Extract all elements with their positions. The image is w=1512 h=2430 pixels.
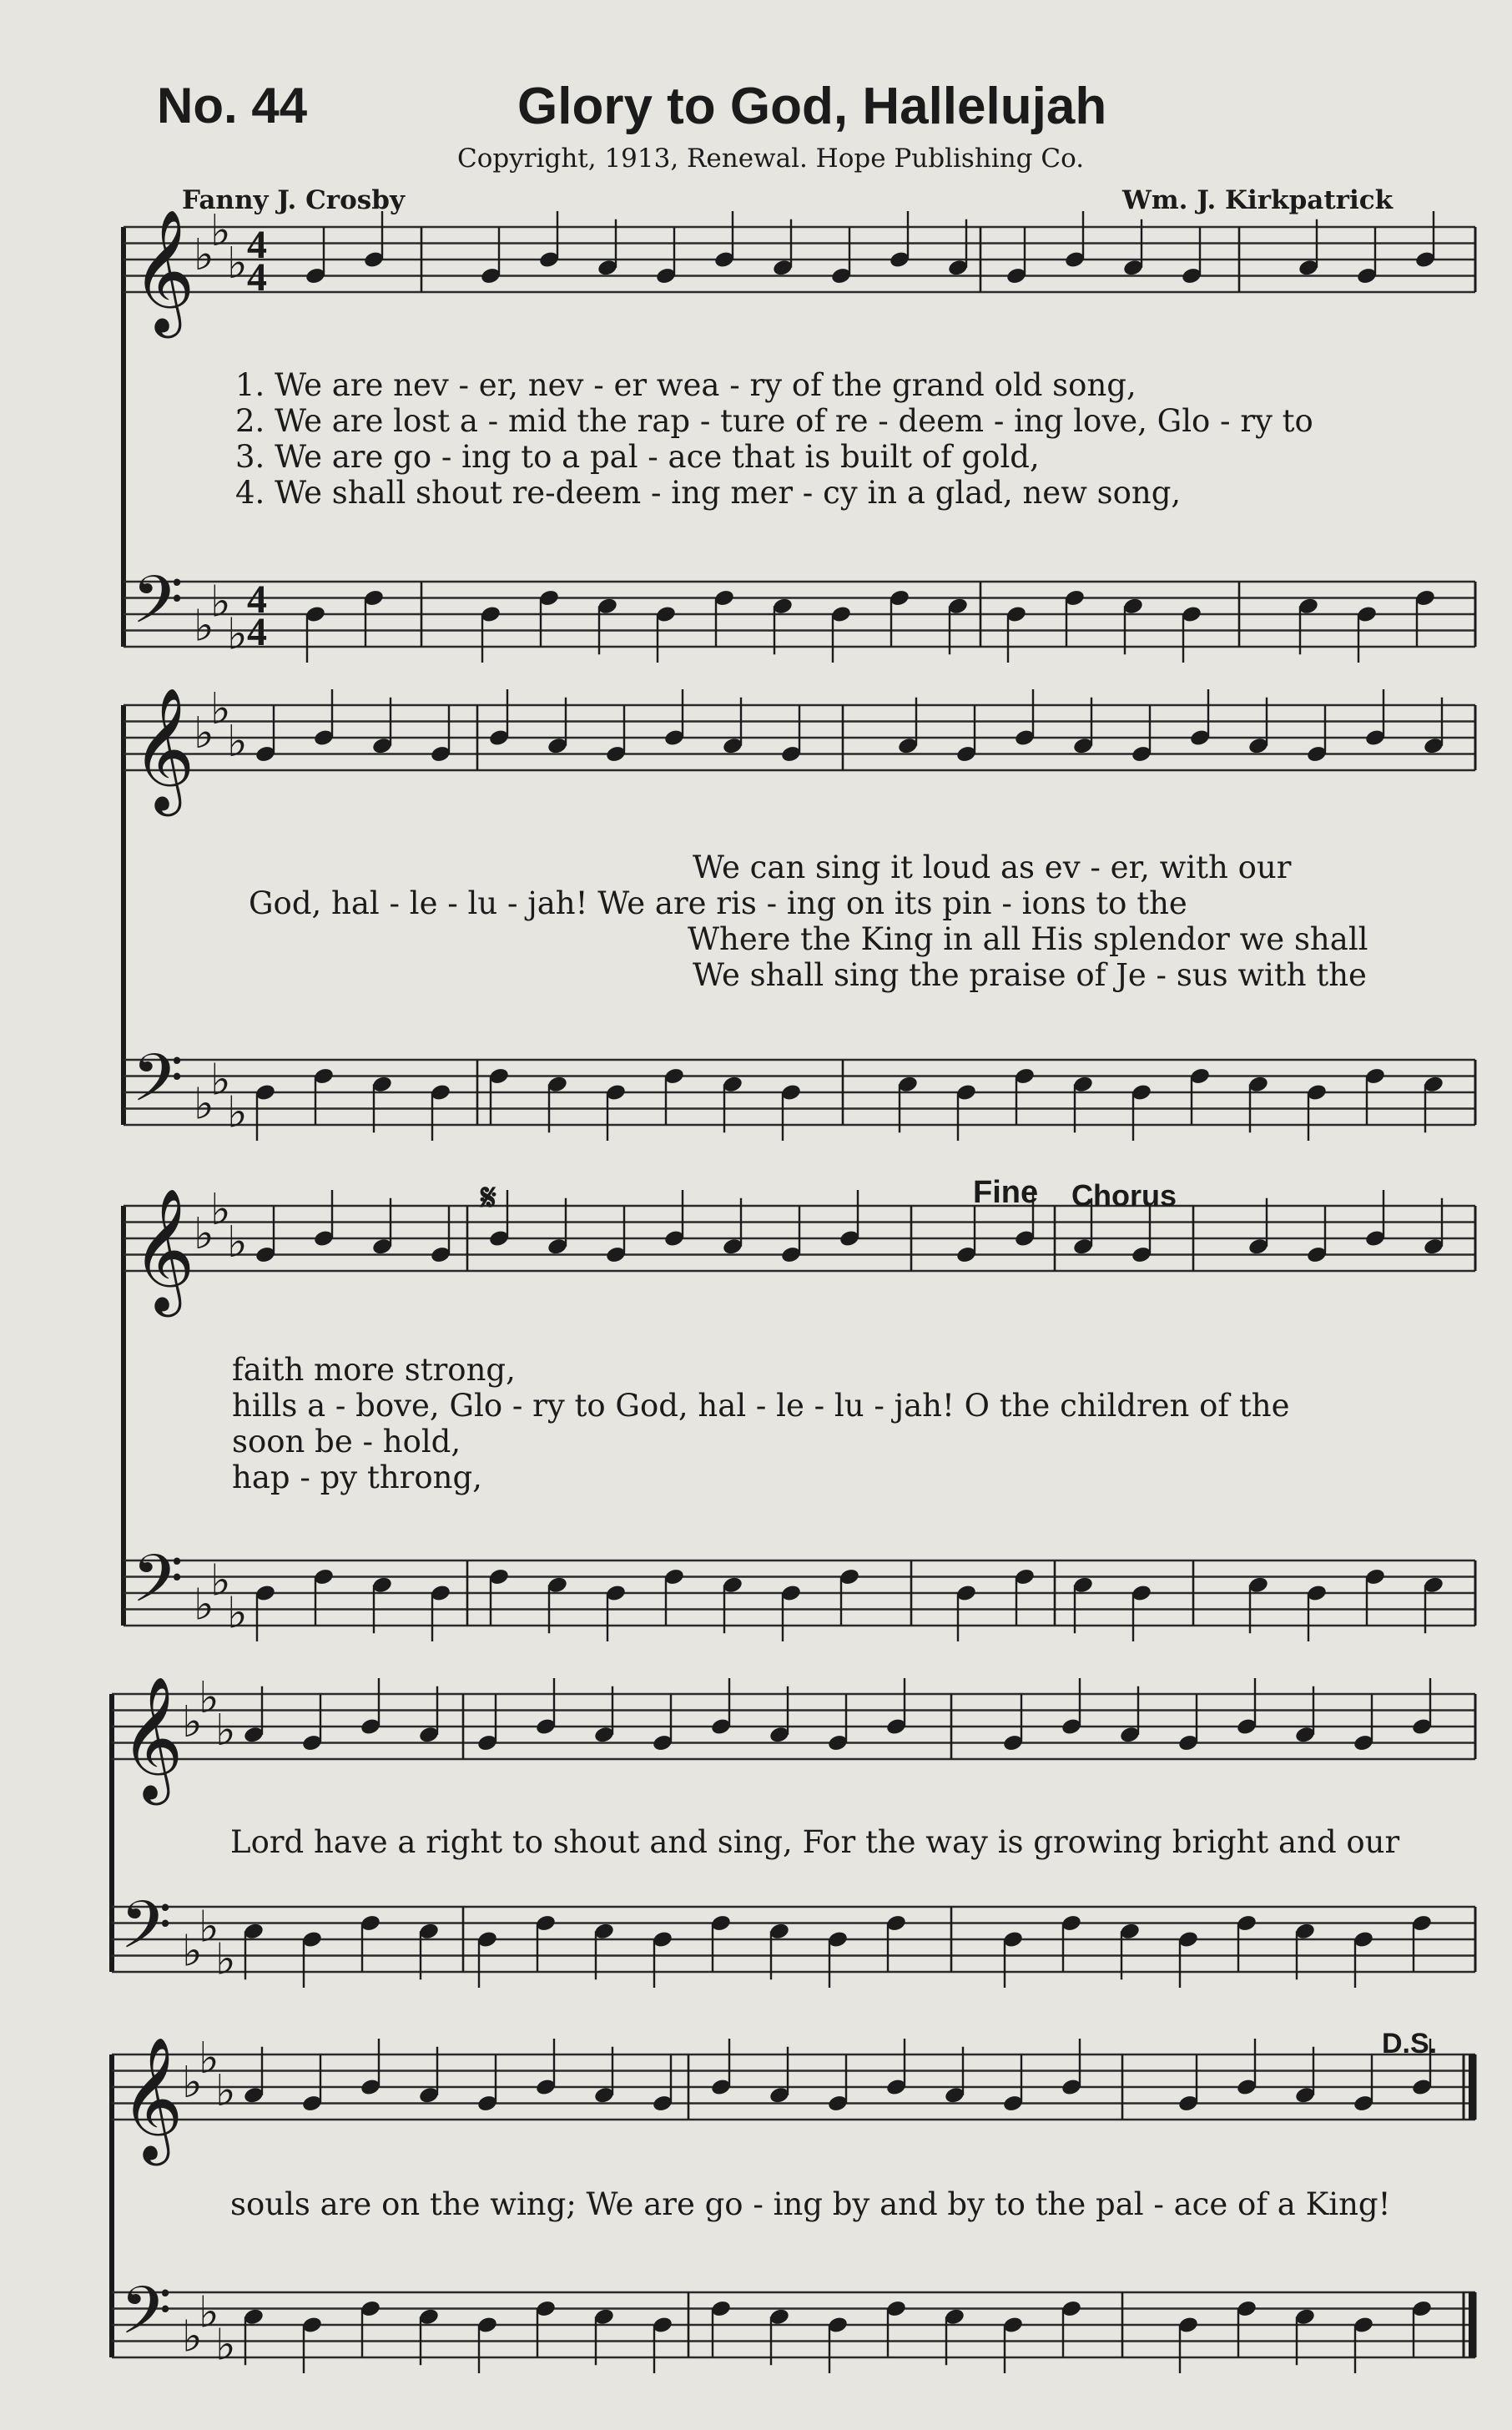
flat-sign: ♭ xyxy=(227,238,248,289)
flat-sign: ♭ xyxy=(210,683,231,734)
flat-sign: ♭ xyxy=(194,230,214,280)
flat-sign: ♭ xyxy=(182,2058,203,2108)
bass-clef: 𝄢 xyxy=(132,1540,184,1634)
flat-sign: ♭ xyxy=(194,1580,214,1631)
lyric-s3-verse1: faith more strong, xyxy=(232,1352,516,1388)
flat-sign: ♭ xyxy=(182,1926,203,1977)
lyric-s2-verse1: We can sing it loud as ev - er, with our xyxy=(693,849,1292,885)
lyric-s3-verse3: soon be - hold, xyxy=(232,1424,461,1460)
treble-clef: 𝄞 xyxy=(132,1187,195,1312)
final-barline-thick xyxy=(1469,2292,1476,2357)
hymn-number: No. 44 xyxy=(157,78,308,134)
lyric-s1-verse1: 1. We are nev - er, nev - er wea - ry of the grand old song, xyxy=(235,367,1137,403)
flat-sign: ♭ xyxy=(182,1697,203,1747)
fine-label: Fine xyxy=(973,1175,1039,1210)
lyric-s1-verse2: 2. We are lost a - mid the rap - ture of re - deem - ing love, Glo - ry to xyxy=(235,403,1313,439)
hymn-title: Glory to God, Hallelujah xyxy=(517,78,1107,135)
lyric-s2-verse4: We shall sing the praise of Je - sus with the xyxy=(693,957,1367,993)
lyric-s3-verse4: hap - py throng, xyxy=(232,1460,482,1495)
flat-sign: ♭ xyxy=(199,1672,219,1723)
copyright-notice: Copyright, 1913, Renewal. Hope Publishing Co. xyxy=(457,144,1085,174)
time-signature-top: 4 xyxy=(247,223,267,267)
flat-sign: ♭ xyxy=(210,1555,231,1606)
lyric-s4-line: Lord have a right to shout and sing, For the way is growing bright and our xyxy=(230,1824,1400,1860)
flat-sign: ♭ xyxy=(199,1902,219,1953)
lyric-s2-verse3: Where the King in all His splendor we shall xyxy=(688,921,1368,957)
treble-clef: 𝄞 xyxy=(120,2036,184,2160)
bass-clef: 𝄢 xyxy=(120,2271,172,2366)
time-signature-bottom: 4 xyxy=(247,255,267,300)
flat-sign: ♭ xyxy=(227,1588,248,1639)
flat-sign: ♭ xyxy=(227,1087,248,1138)
flat-sign: ♭ xyxy=(199,2033,219,2084)
treble-clef: 𝄞 xyxy=(120,1676,184,1800)
lyric-s3-verse2: hills a - bove, Glo - ry to God, hal - le - lu - jah! O the children of the xyxy=(232,1388,1290,1424)
bass-clef: 𝄢 xyxy=(132,1039,184,1133)
treble-clef: 𝄞 xyxy=(132,687,195,811)
flat-sign: ♭ xyxy=(227,1217,248,1268)
flat-sign: ♭ xyxy=(194,1079,214,1130)
lyric-s1-verse3: 3. We are go - ing to a pal - ace that is built of gold, xyxy=(235,439,1040,475)
flat-sign: ♭ xyxy=(227,609,248,660)
flat-sign: ♭ xyxy=(215,2320,236,2371)
segno-mark: 𝄋 xyxy=(481,1177,496,1219)
flat-sign: ♭ xyxy=(227,716,248,767)
lyric-s5-line: souls are on the wing; We are go - ing by and by to the pal - ace of a King! xyxy=(230,2186,1391,2222)
composer-credit: Wm. J. Kirkpatrick xyxy=(1122,185,1394,215)
chorus-label: Chorus xyxy=(1071,1178,1177,1212)
lyric-s2-verse2: God, hal - le - lu - jah! We are ris - ing on its pin - ions to the xyxy=(249,885,1187,921)
ds-label: D.S. xyxy=(1382,2028,1438,2059)
flat-sign: ♭ xyxy=(215,2065,236,2116)
flat-sign: ♭ xyxy=(210,1184,231,1235)
lyricist-credit: Fanny J. Crosby xyxy=(182,185,405,215)
flat-sign: ♭ xyxy=(199,2287,219,2338)
flat-sign: ♭ xyxy=(210,205,231,256)
flat-sign: ♭ xyxy=(215,1705,236,1756)
flat-sign: ♭ xyxy=(215,1934,236,1985)
flat-sign: ♭ xyxy=(210,1055,231,1106)
bass-clef: 𝄢 xyxy=(120,1886,172,1980)
flat-sign: ♭ xyxy=(182,2312,203,2362)
flat-sign: ♭ xyxy=(194,601,214,652)
bass-clef: 𝄢 xyxy=(132,561,184,655)
treble-clef: 𝄞 xyxy=(132,209,195,333)
time-signature-bottom: 4 xyxy=(247,610,267,654)
time-signature-top: 4 xyxy=(247,577,267,622)
final-barline-thick xyxy=(1469,2054,1476,2120)
flat-sign: ♭ xyxy=(194,1209,214,1259)
flat-sign: ♭ xyxy=(194,708,214,759)
lyric-s1-verse4: 4. We shall shout re-deem - ing mer - cy in a glad, new song, xyxy=(235,475,1182,511)
flat-sign: ♭ xyxy=(210,577,231,628)
